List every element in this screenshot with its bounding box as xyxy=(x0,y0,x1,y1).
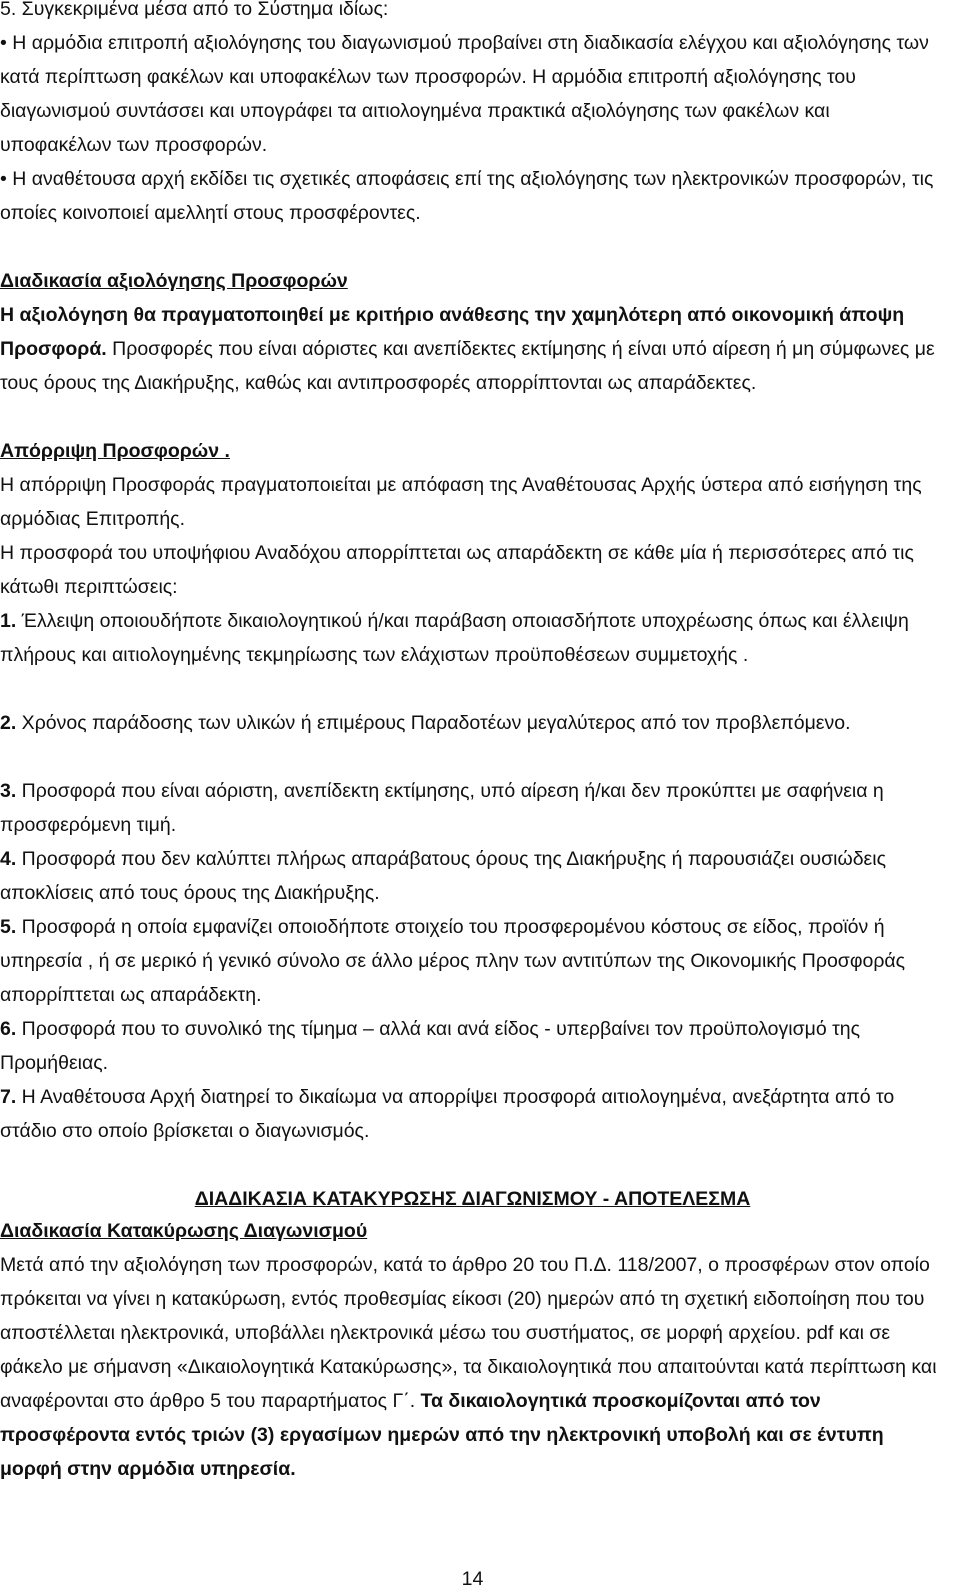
rejection-item-5 xyxy=(0,910,945,1012)
evaluation-paragraph xyxy=(0,298,945,400)
award-section-title: ΔΙΑΔΙΚΑΣΙΑ ΚΑΤΑΚΥΡΩΣΗΣ ΔΙΑΓΩΝΙΣΜΟΥ - ΑΠΟΤΕΛΕΣΜΑ xyxy=(194,1188,751,1210)
rejection-paragraph-1: Η απόρριψη Προσφοράς πραγματοποιείται με απόφαση της Αναθέτουσας Αρχής ύστερα από εισήγηση της αρμόδιας Επιτροπής. xyxy=(0,474,922,530)
item-number: 2. xyxy=(0,712,17,734)
evaluation-title: Διαδικασία αξιολόγησης Προσφορών xyxy=(0,270,348,292)
intro-bullet-authority: • Η αναθέτουσα αρχή εκδίδει τις σχετικές αποφάσεις επί της αξιολόγησης των ηλεκτρονικών προσφορών, τις οποίες κοινοποιεί αμελλητί στους προσφέροντες. xyxy=(0,168,934,224)
item-text: Προσφορά που είναι αόριστη, ανεπίδεκτη εκτίμησης, υπό αίρεση ή/και δεν προκύπτει με σαφήνεια η προσφερόμενη τιμή. xyxy=(0,780,884,836)
item-number: 6. xyxy=(0,1018,17,1040)
item-text: Προσφορά που δεν καλύπτει πλήρως απαράβατους όρους της Διακήρυξης ή παρουσιάζει ουσιώδεις αποκλίσεις από τους όρους της Διακήρυξης. xyxy=(0,848,886,904)
award-text: Μετά από την αξιολόγηση των προσφορών, κατά το άρθρο 20 του Π.Δ. 118/2007, ο προσφέρων στον οποίο πρόκειται να γίνει η κατακύρωση, εντός προθεσμίας είκοσι (20) ημερών από τη σχετική ειδοποίηση που του αποστέλλεται ηλεκτρονικά, υποβάλλει ηλεκτρονικά μέσω του συστήματος, σε μορφή αρχείου. pdf και σε φάκελο με σήμανση «Δικαιολογητικά Κατακύρωσης», τα δικαιολογητικά που απαιτούνται κατά περίπτωση και αναφέρονται στο άρθρο 5 του παραρτήματος Γ΄. xyxy=(0,1254,937,1412)
item-number: 1. xyxy=(0,610,17,632)
item-text: Προσφορά η οποία εμφανίζει οποιοδήποτε στοιχείο του προσφερομένου κόστους σε είδος, προϊόν ή υπηρεσία , ή σε μερικό ή γενικό σύνολο σε άλλο μέρος πλην των αντιτύπων της Οικονομικής Προσφοράς απορρίπτεται ως απαράδεκτη. xyxy=(0,916,906,1006)
item-number: 3. xyxy=(0,780,17,802)
evaluation-bold-lead: Η αξιολόγηση θα πραγματοποιηθεί με κριτήριο ανάθεσης την χαμηλότερη από οικονομική άποψη Προσφορά. xyxy=(0,304,905,360)
evaluation-text: Προσφορές που είναι αόριστες και ανεπίδεκτες εκτίμησης ή είναι υπό αίρεση ή μη σύμφωνες με τους όρους της Διακήρυξης, καθώς και αντιπροσφορές απορρίπτονται ως απαράδεκτες. xyxy=(0,338,935,394)
rejection-item-2 xyxy=(0,706,945,740)
intro-bullet-committee: • Η αρμόδια επιτροπή αξιολόγησης του διαγωνισμού προβαίνει στη διαδικασία ελέγχου και αξιολόγησης των κατά περίπτωση φακέλων και υποφακέλων των προσφορών. Η αρμόδια επιτροπή αξιολόγησης του διαγωνισμού συντάσσει και υπογράφει τα αιτιολογημένα πρακτικά αξιολόγησης των φακέλων και υποφακέλων των προσφορών. xyxy=(0,32,929,156)
page-number: 14 xyxy=(461,1568,484,1590)
item-text: Προσφορά που το συνολικό της τίμημα – αλλά και ανά είδος - υπερβαίνει τον προϋπολογισμό της Προμήθειας. xyxy=(0,1018,861,1074)
rejection-item-4 xyxy=(0,842,945,910)
item-text: Η Αναθέτουσα Αρχή διατηρεί το δικαίωμα να απορρίψει προσφορά αιτιολογημένα, ανεξάρτητα από το στάδιο στο οποίο βρίσκεται ο διαγωνισμός. xyxy=(0,1086,895,1142)
intro-heading: 5. Συγκεκριμένα μέσα από το Σύστημα ιδίως: xyxy=(0,0,389,20)
rejection-item-6 xyxy=(0,1012,945,1080)
item-text: Χρόνος παράδοσης των υλικών ή επιμέρους Παραδοτέων μεγαλύτερος από τον προβλεπόμενο. xyxy=(16,712,851,734)
item-number: 7. xyxy=(0,1086,17,1108)
item-number: 5. xyxy=(0,916,17,938)
rejection-item-3 xyxy=(0,774,945,842)
rejection-item-1 xyxy=(0,604,945,672)
rejection-title: Απόρριψη Προσφορών . xyxy=(0,440,230,462)
item-text: Έλλειψη οποιουδήποτε δικαιολογητικού ή/και παράβαση οποιασδήποτε υποχρέωσης όπως και έλλειψη πλήρους και αιτιολογημένης τεκμηρίωσης των ελάχιστων προϋποθέσεων συμμετοχής . xyxy=(0,610,909,666)
award-subtitle: Διαδικασία Κατακύρωσης Διαγωνισμού xyxy=(0,1220,368,1242)
rejection-paragraph-2: Η προσφορά του υποψήφιου Αναδόχου απορρίπτεται ως απαράδεκτη σε κάθε μία ή περισσότερες από τις κάτωθι περιπτώσεις: xyxy=(0,542,914,598)
award-bold-tail: Τα δικαιολογητικά προσκομίζονται από τον προσφέροντα εντός τριών (3) εργασίμων ημερών από την ηλεκτρονική υποβολή και σε έντυπη μορφή στην αρμόδια υπηρεσία. xyxy=(0,1390,884,1480)
item-number: 4. xyxy=(0,848,17,870)
award-paragraph xyxy=(0,1248,945,1486)
rejection-item-7 xyxy=(0,1080,945,1148)
